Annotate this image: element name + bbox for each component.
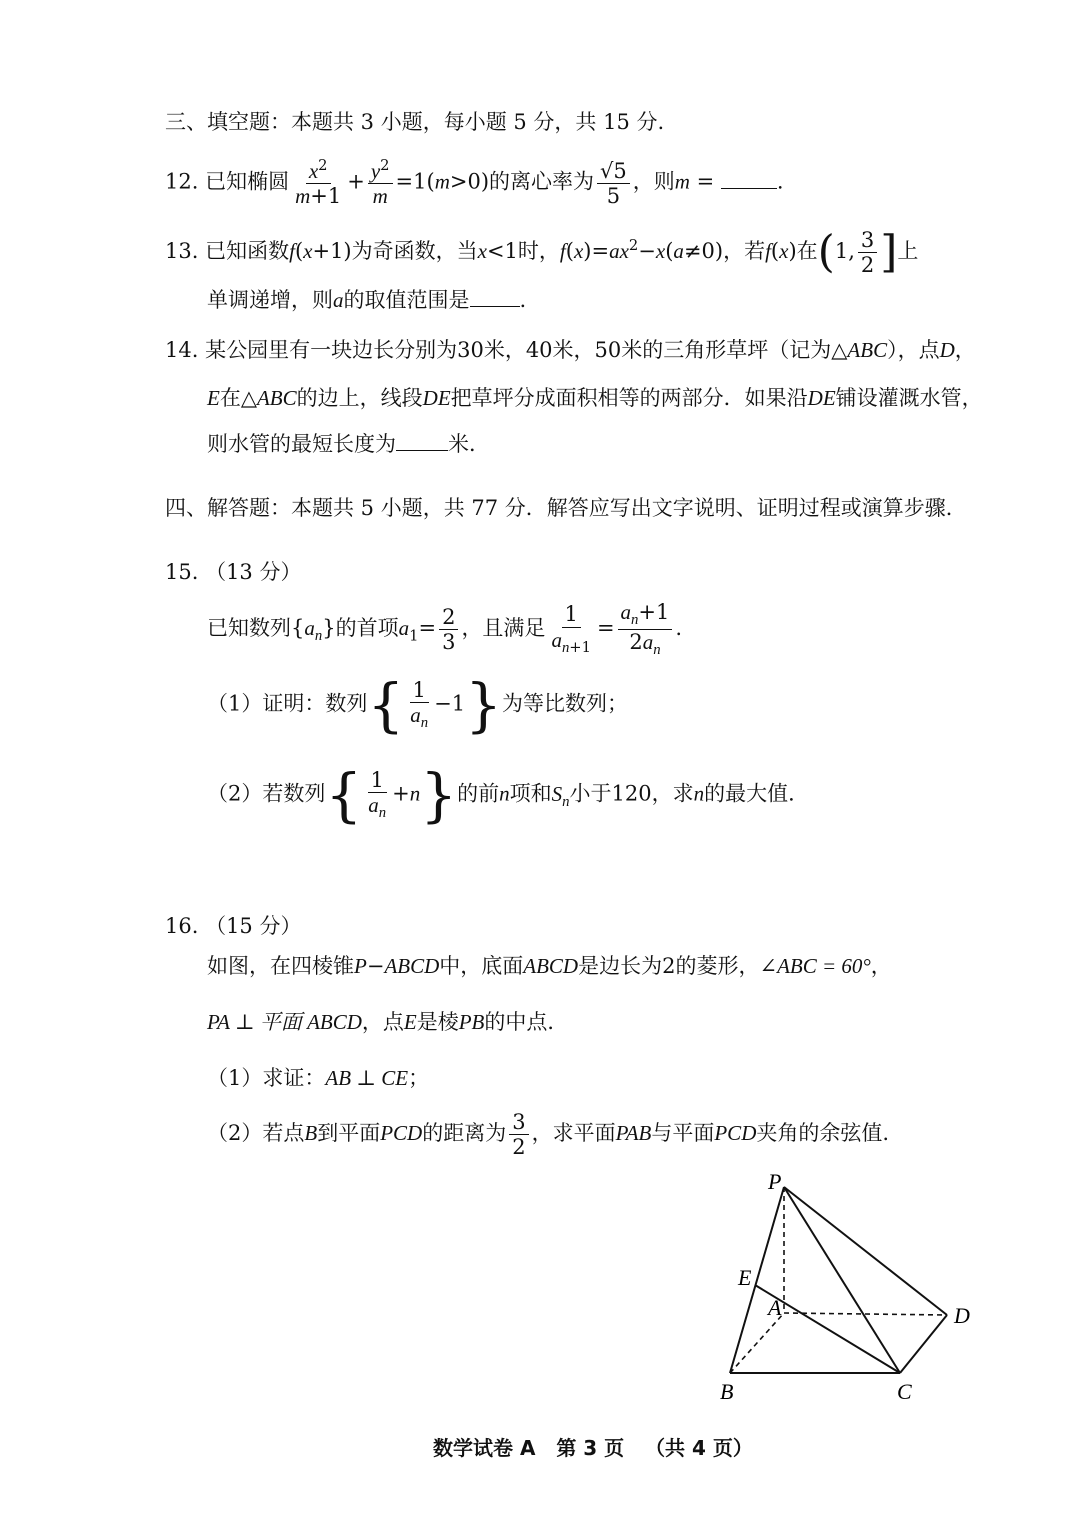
edge-PC (784, 1187, 900, 1373)
q14-line1: 某公园里有一块边长分别为30米，40米，50米的三角形草坪（记为△ (205, 338, 848, 362)
q16-line1-a: 如图，在四棱锥 (207, 954, 354, 978)
q16-part2-f: 夹角的余弦值. (756, 1121, 890, 1146)
label-B: B (720, 1379, 734, 1404)
q16-part1: （1）求证：AB ⊥ CE； (207, 1066, 430, 1090)
q16-part2-d: ，求平面 (531, 1121, 616, 1146)
q14-line1-b: ），点 (887, 338, 940, 362)
q15-part2-a: （2）若数列 (207, 781, 326, 806)
question-13-line2: 单调递增，则a的取值范围是 . (207, 288, 527, 312)
edge-AD-hidden (784, 1313, 947, 1315)
q14-number: 14. (165, 338, 199, 362)
q15-part2-frac: $\frac{1}{a_n}$ (368, 768, 387, 822)
q15-part1-a: （1）证明：数列 (207, 691, 368, 716)
q13-text-a: 已知函数 (205, 239, 290, 264)
question-14-line2: E在△ABC的边上，线段DE把草坪分成面积相等的两部分．如果沿DE铺设灌溉水管， (207, 386, 983, 410)
q14-line2-d: 铺设灌溉水管， (835, 386, 983, 410)
q13-line2-end: 的取值范围是 (343, 288, 470, 312)
q15-lhs-frac: $\frac{1}{a_{n+1}}$ (551, 602, 591, 656)
q16-line2-b: ，点 (361, 1010, 404, 1034)
section-4-heading: 四、解答题：本题共 5 小题，共 77 分．解答应写出文字说明、证明过程或演算步骤． (165, 496, 967, 520)
edge-PD (784, 1187, 947, 1315)
q15-part1-frac: $\frac{1}{a_n}$ (410, 678, 429, 732)
q12-suffix: ，则 (632, 169, 675, 194)
q15-part2-e: 的最大值． (704, 781, 810, 806)
q14-line3: 则水管的最短长度为 (207, 432, 396, 456)
q16-part2: （2）若点B到平面PCD的距离为 $\frac{3}{2}$ ，求平面PAB与平面PCD夹角的余弦值. (207, 1110, 890, 1160)
question-14: 14. 某公园里有一块边长分别为30米，40米，50米的三角形草坪（记为△ABC），点D， (165, 338, 976, 362)
q15-intro-b: 的首项 (335, 616, 399, 641)
q16-line1: 如图，在四棱锥P−ABCD中，底面ABCD是边长为2的菱形，∠ABC = 60°， (207, 954, 892, 978)
q16-angle: ∠ABC = 60° (759, 954, 871, 978)
q15-part2-c: 项和 (509, 781, 552, 806)
q12-eq: = (689, 169, 721, 194)
question-12: 12. 已知椭圆 $\frac{x^2}{m+1}$ + $\frac{y^2}{m}$ =1(m>0)的离心率为 $\frac{√5}{5}$ ，则m = . (165, 157, 784, 209)
q15-header: 15. （13 分） (165, 560, 302, 584)
q15-part1-b: 为等比数列； (502, 691, 628, 716)
q16-part2-a: （2）若点 (207, 1121, 305, 1146)
q12-number: 12. (165, 169, 199, 194)
q15-part2: （2）若数列{ $\frac{1}{a_n}$ +n}的前n项和$S_n$小于120，求n的最大值． (207, 761, 810, 830)
q12-var: m (674, 169, 690, 194)
label-E: E (738, 1265, 752, 1290)
q15-part1: （1）证明：数列{ $\frac{1}{a_n}$ −1}为等比数列； (207, 671, 628, 740)
section-3-heading: 三、填空题：本题共 3 小题，每小题 5 分，共 15 分. (165, 110, 665, 134)
edge-CD (900, 1315, 947, 1373)
q13-text-c: 时， (517, 239, 560, 264)
q13-line2: 单调递增，则 (207, 288, 333, 312)
q15-intro-c: ，且满足 (461, 616, 546, 641)
q15-intro-a: 已知数列 (207, 616, 291, 641)
q16-line2: PA ⊥ 平面 ABCD，点E是棱PB的中点． (207, 1010, 569, 1034)
label-A: A (768, 1295, 782, 1320)
q16-header: 16. （15 分） (165, 914, 302, 938)
q16-line2-c: 是棱 (416, 1010, 459, 1034)
q15-rhs-frac: $\frac{a_n+1}{2a_n}$ (618, 600, 673, 659)
q13-number: 13. (165, 239, 199, 264)
q13-answer-blank[interactable] (470, 288, 520, 307)
q14-answer-blank[interactable] (396, 432, 448, 451)
q12-eccentricity: $\frac{√5}{5}$ (597, 159, 630, 208)
pyramid-figure (700, 1165, 990, 1415)
q12-frac-x: $\frac{x^2}{m+1}$ (295, 157, 342, 209)
q14-line1-var: D (939, 338, 955, 362)
label-C: C (897, 1379, 912, 1404)
q16-part2-e: 与平面 (651, 1121, 715, 1146)
q14-line2-a: 在△ (219, 386, 257, 410)
q13-text-d: ，若 (723, 239, 766, 264)
q14-line2-b: 的边上，线段 (296, 386, 423, 410)
q12-frac-y: $\frac{y^2}{m}$ (368, 158, 393, 208)
q16-distance-frac: $\frac{3}{2}$ (509, 1110, 528, 1159)
q13-text-f: 上 (897, 239, 919, 264)
q16-part2-c: 的距离为 (422, 1121, 507, 1146)
q16-line2-a: PA ⊥ 平面 ABCD (207, 1010, 362, 1034)
q15-a1-frac: $\frac{2}{3}$ (439, 605, 458, 654)
q12-prefix: 已知椭圆 (205, 169, 290, 194)
q16-line2-d: 的中点． (484, 1010, 569, 1034)
label-D: D (954, 1303, 970, 1328)
question-14-line3 (207, 432, 490, 457)
q16-part1-b: AB ⊥ CE (325, 1066, 409, 1090)
question-13: 13. 已知函数f(x+1)为奇函数，当x<1时，$f(x)=ax^2-x(a\ne 0)$，若f(x)在(1, $\frac{3}{2}$ ]上 (165, 226, 919, 278)
label-P: P (768, 1169, 782, 1194)
page-footer: 数学试卷 A 第 3 页 （共 4 页） (433, 1436, 753, 1460)
q16-line1-c: 是边长为2的菱形， (578, 954, 760, 978)
q16-part2-b: 到平面 (317, 1121, 381, 1146)
q13-text-e: 在 (796, 239, 818, 264)
q16-line1-b: 中，底面 (439, 954, 524, 978)
q13-line2-var: a (333, 288, 344, 312)
q15-part2-b: 的前 (457, 781, 500, 806)
q15-intro: 已知数列$\{a_n\}$的首项$a_1=$ $\frac{2}{3}$ ，且满足 $\frac{1}{a_{n+1}}$ = $\frac{a_n+1}{2a_n}$ . (207, 600, 683, 659)
q14-line2-c: 把草坪分成面积相等的两部分．如果沿 (450, 386, 808, 410)
q13-frac: $\frac{3}{2}$ (858, 228, 877, 277)
q12-answer-blank[interactable] (721, 170, 777, 189)
q15-part2-d: 小于120，求 (569, 781, 694, 806)
q13-text-b: 为奇函数，当 (351, 239, 478, 264)
q14-line3-end: 米． (448, 432, 490, 456)
q16-part1-a: （1）求证： (207, 1066, 326, 1090)
q12-mid: 的离心率为 (489, 169, 595, 194)
